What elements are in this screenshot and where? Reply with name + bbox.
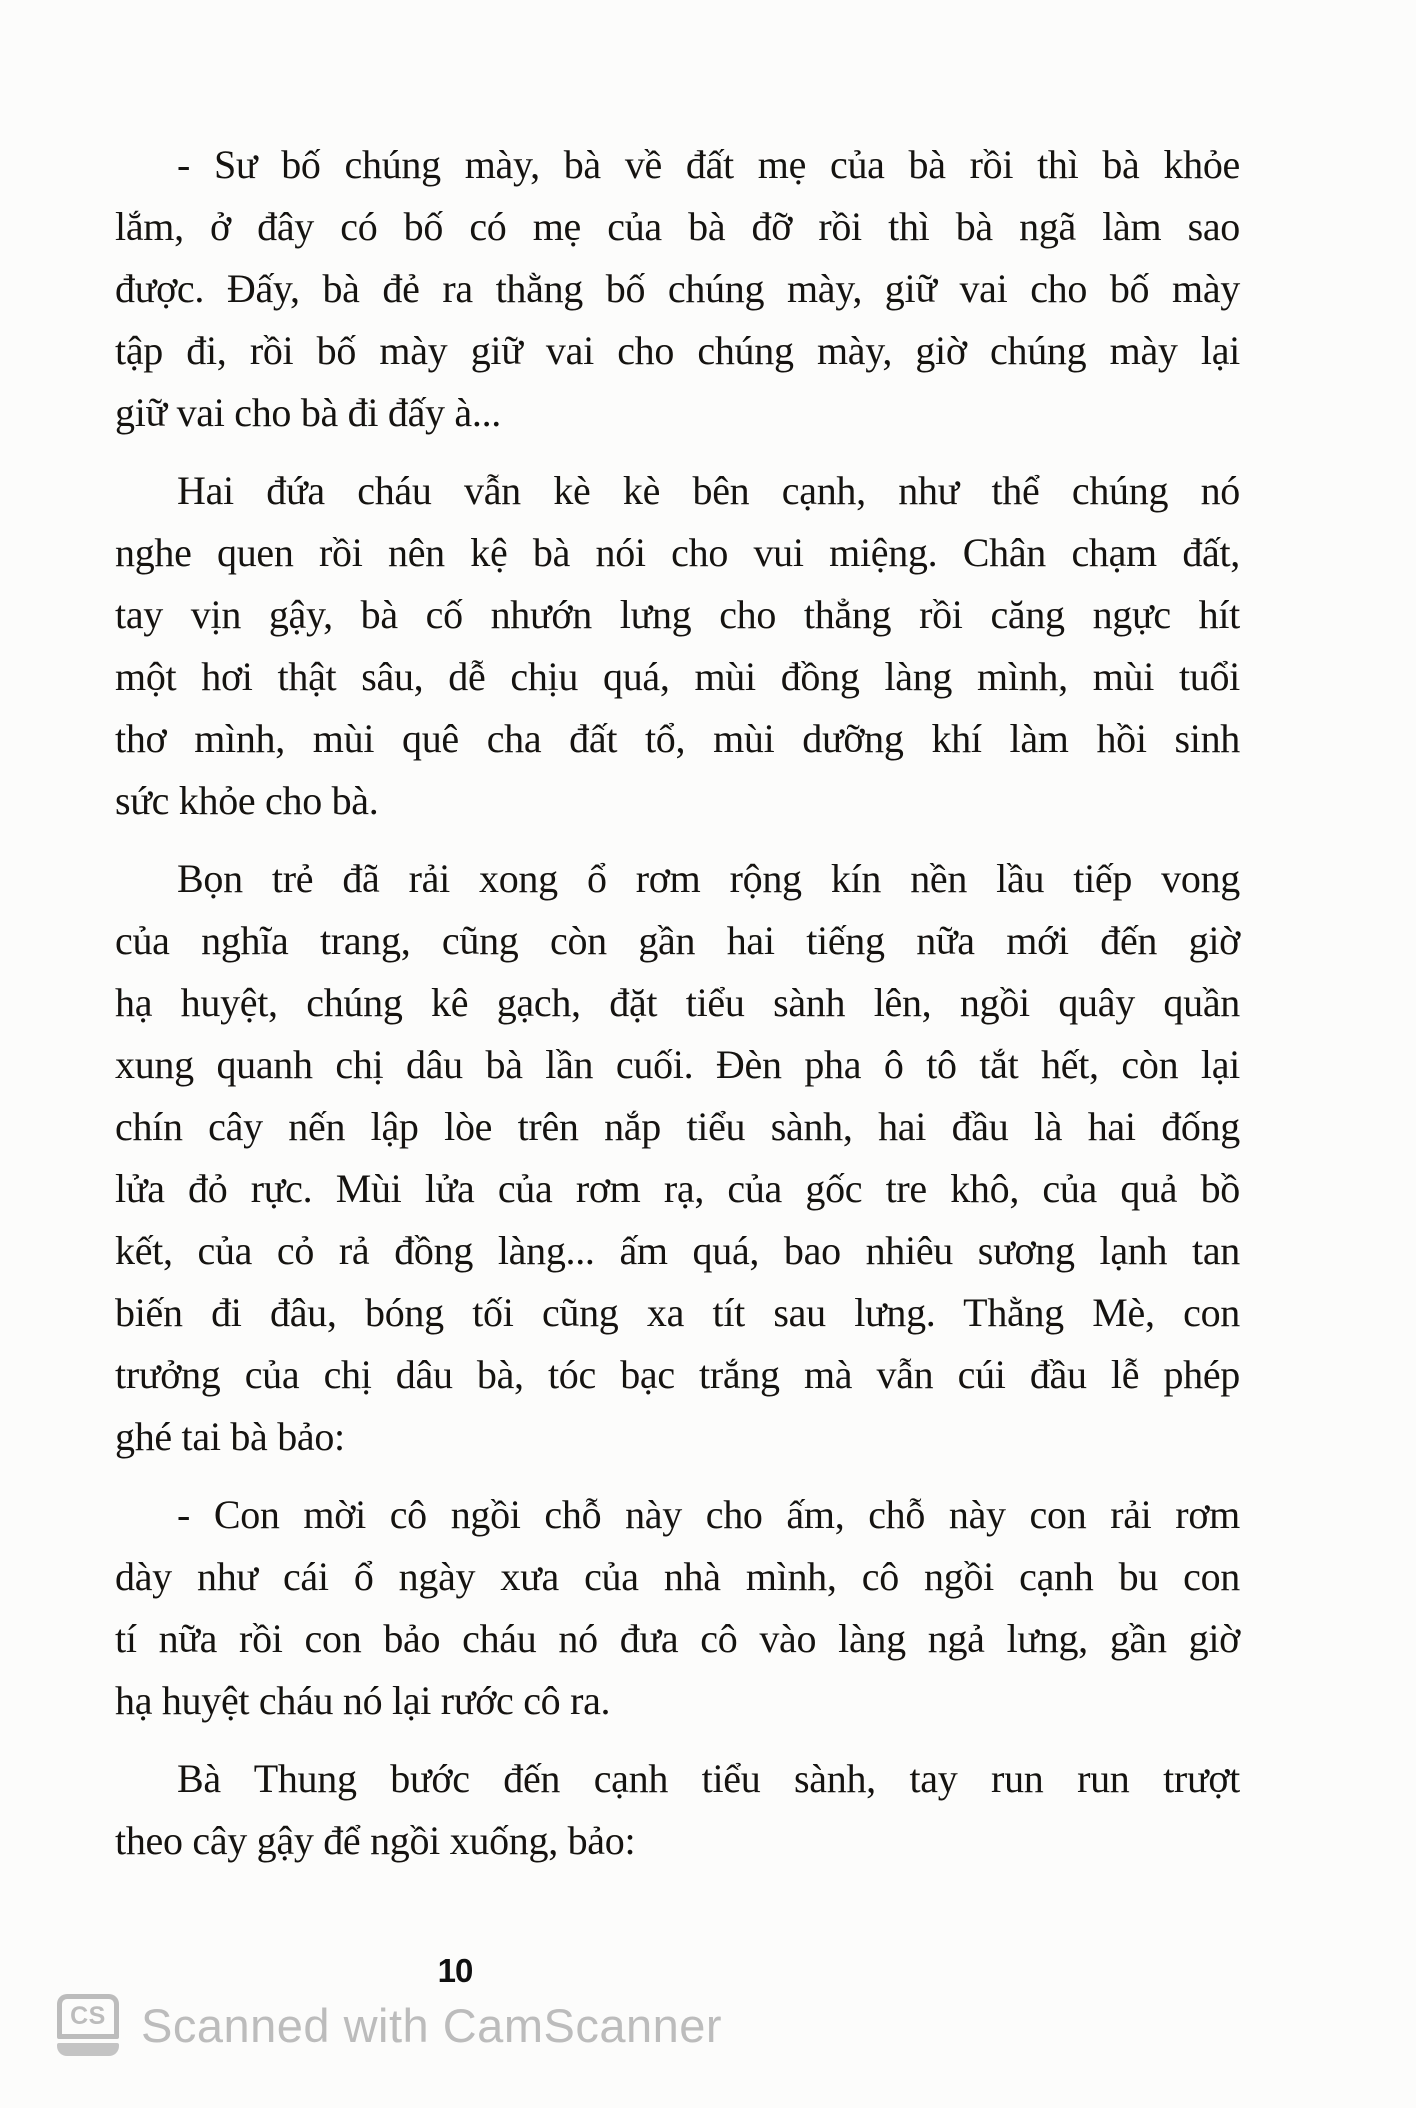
text-line: kết, của cỏ rả đồng làng... ấm quá, bao nhiêu sương lạnh tan [115,1228,1240,1273]
text-line: ghé tai bà bảo: [115,1414,345,1459]
camscanner-logo-base [57,2043,119,2056]
text-line: tay vịn gậy, bà cố nhướn lưng cho thẳng rồi căng ngực hít [115,592,1240,637]
text-line: Bà Thung bước đến cạnh tiểu sành, tay run run trượt [177,1756,1240,1801]
text-line: Bọn trẻ đã rải xong ổ rơm rộng kín nền lầu tiếp vong [177,856,1240,901]
text-line: thơ mình, mùi quê cha đất tổ, mùi dưỡng khí làm hồi sinh [115,716,1240,761]
text-line: giữ vai cho bà đi đấy à... [115,390,501,435]
text-line: được. Đấy, bà đẻ ra thằng bố chúng mày, giữ vai cho bố mày [115,266,1240,311]
text-line: chín cây nến lập lòe trên nắp tiểu sành, hai đầu là hai đống [115,1104,1240,1149]
paragraph [115,1748,1240,1872]
text-line: nghe quen rồi nên kệ bà nói cho vui miệng. Chân chạm đất, [115,530,1240,575]
text-line: của nghĩa trang, cũng còn gần hai tiếng nữa mới đến giờ [115,918,1240,963]
text-line: hạ huyệt, chúng kê gạch, đặt tiểu sành lên, ngồi quây quần [115,980,1240,1025]
text-line: Hai đứa cháu vẫn kè kè bên cạnh, như thể chúng nó [177,468,1240,513]
text-line: biến đi đâu, bóng tối cũng xa tít sau lưng. Thằng Mè, con [115,1290,1240,1335]
text-line: lửa đỏ rực. Mùi lửa của rơm rạ, của gốc tre khô, của quả bồ [115,1166,1240,1211]
paragraph [115,134,1240,444]
text-line: hạ huyệt cháu nó lại rước cô ra. [115,1678,611,1723]
text-line: xung quanh chị dâu bà lần cuối. Đèn pha ô tô tắt hết, còn lại [115,1042,1240,1087]
text-line: trưởng của chị dâu bà, tóc bạc trắng mà vẫn cúi đầu lễ phép [115,1352,1240,1397]
text-line: lắm, ở đây có bố có mẹ của bà đỡ rồi thì bà ngã làm sao [115,204,1240,249]
paragraph [115,1484,1240,1732]
text-line: sức khỏe cho bà. [115,778,379,823]
watermark-label: Scanned with CamScanner [141,1998,723,2052]
paragraph [115,848,1240,1468]
text-line: theo cây gậy để ngồi xuống, bảo: [115,1818,636,1863]
camscanner-watermark [57,1994,722,2056]
page-number: 10 [437,1952,473,1989]
text-line: tập đi, rồi bố mày giữ vai cho chúng mày, giờ chúng mày lại [115,328,1240,373]
text-line: - Sư bố chúng mày, bà về đất mẹ của bà rồi thì bà khỏe [177,142,1240,187]
paragraph [115,460,1240,832]
text-line: một hơi thật sâu, dễ chịu quá, mùi đồng làng mình, mùi tuổi [115,654,1240,699]
camscanner-logo-icon [57,1994,119,2056]
text-line: dày như cái ổ ngày xưa của nhà mình, cô ngồi cạnh bu con [115,1554,1240,1599]
camscanner-logo-letters: CS [57,1994,119,2039]
page-text [115,134,1240,1872]
text-line: tí nữa rồi con bảo cháu nó đưa cô vào làng ngả lưng, gần giờ [115,1616,1240,1661]
text-line: - Con mời cô ngồi chỗ này cho ấm, chỗ này con rải rơm [177,1492,1240,1537]
